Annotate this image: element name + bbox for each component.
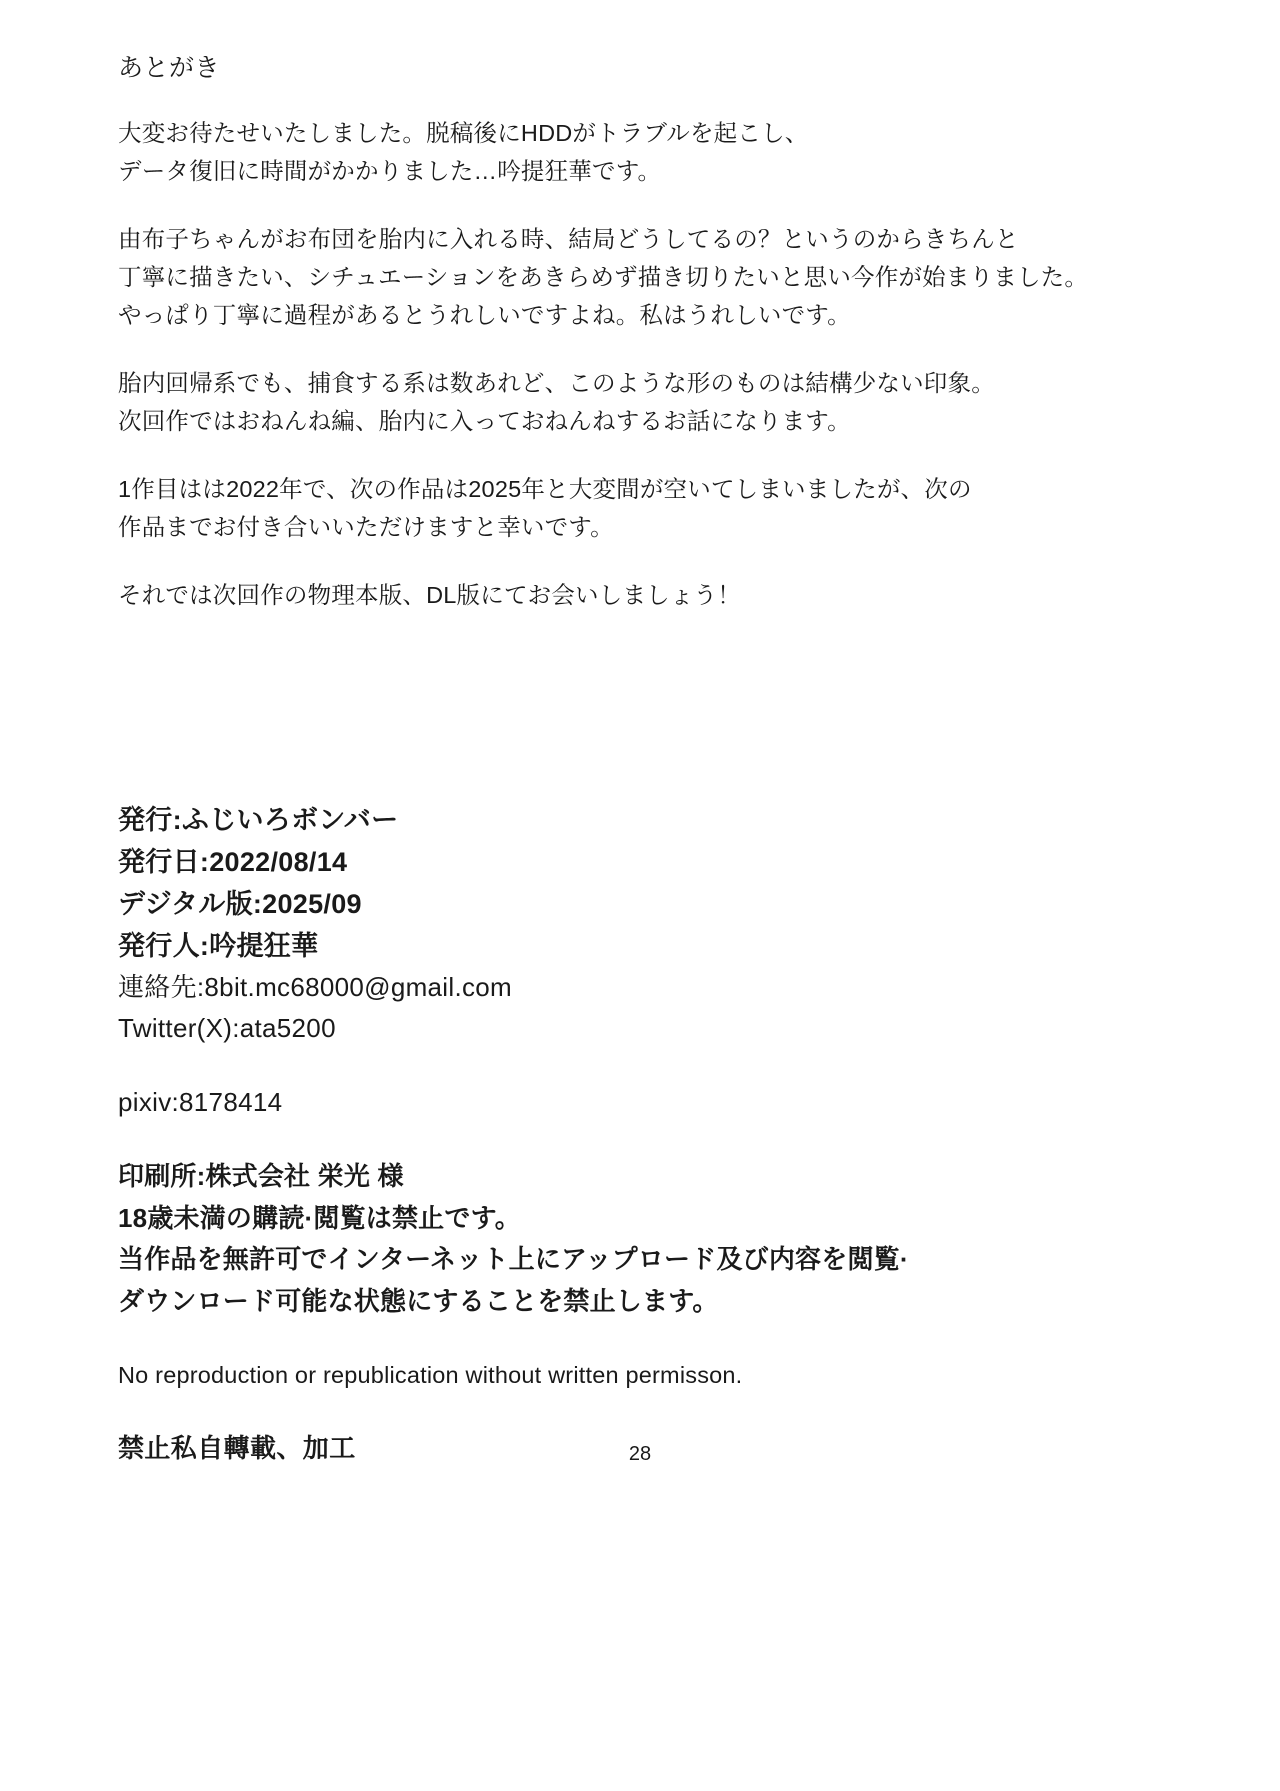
english-notice: No reproduction or republication without written permisson. — [118, 1361, 743, 1388]
contact-info — [118, 967, 1168, 1048]
contact-email-line: 連絡先:8bit.mc68000@gmail.com — [118, 972, 512, 1003]
usage-notice — [118, 1156, 1168, 1322]
publisher-line: 発行:ふじいろボンバー — [118, 805, 399, 835]
pixiv-info — [118, 1082, 1168, 1122]
publisher-line: 発行人:吟提狂華 — [118, 930, 319, 961]
contact-twitter-line: Twitter(X):ata5200 — [118, 1012, 336, 1043]
text-line: それでは次回作の物理本版、DL版にてお会いしましょう！ — [118, 582, 741, 609]
notice-line: 当作品を無許可でインターネット上にアップロード及び内容を閲覧· — [118, 1244, 909, 1275]
text-line: データ復旧に時間がかかりました…吟提狂華です。 — [118, 157, 662, 184]
text-line: 丁寧に描きたい、シチュエーションをあきらめず描き切りたいと思い今作が始まりました。 — [118, 263, 1089, 290]
afterword-paragraph-1 — [118, 114, 1118, 190]
text-line: 作品までお付き合いいただけますと幸いです。 — [118, 514, 614, 541]
afterword-paragraph-3 — [118, 364, 1118, 440]
afterword-section — [118, 52, 1118, 644]
publisher-info — [118, 800, 1168, 967]
notice-line: 印刷所:株式会社 栄光 様 — [118, 1161, 404, 1192]
text-line: 次回作ではおねんね編、胎内に入っておねんねするお話になります。 — [118, 408, 851, 435]
pixiv-line: pixiv:8178414 — [118, 1086, 283, 1117]
page-number: 28 — [628, 1443, 652, 1465]
text-line: 1作目はは2022年で、次の作品は2025年と大変間が空いてしまいましたが、次の — [118, 476, 972, 503]
publisher-line: 発行日:2022/08/14 — [118, 846, 348, 877]
chinese-notice: 禁止私自轉載、加工 — [118, 1433, 356, 1464]
notice-line: 18歳未満の購読·閲覧は禁止です。 — [118, 1202, 521, 1233]
text-line: 由布子ちゃんがお布団を胎内に入れる時、結局どうしてるの？というのからきちんと — [118, 225, 1019, 252]
afterword-heading: あとがき — [118, 54, 221, 82]
afterword-paragraph-5 — [118, 576, 1118, 614]
text-line: 胎内回帰系でも、捕食する系は数あれど、このような形のものは結構少ない印象。 — [118, 370, 995, 397]
colophon-section — [118, 800, 1168, 1470]
afterword-paragraph-4 — [118, 470, 1118, 546]
notice-line: ダウンロード可能な状態にすることを禁止します。 — [118, 1286, 719, 1317]
afterword-paragraph-2 — [118, 220, 1118, 334]
text-line: 大変お待たせいたしました。脱稿後にHDDがトラブルを起こし、 — [118, 119, 809, 146]
publisher-line: デジタル版:2025/09 — [118, 888, 362, 919]
text-line: やっぱり丁寧に過程があるとうれしいですよね。私はうれしいです。 — [118, 302, 851, 328]
